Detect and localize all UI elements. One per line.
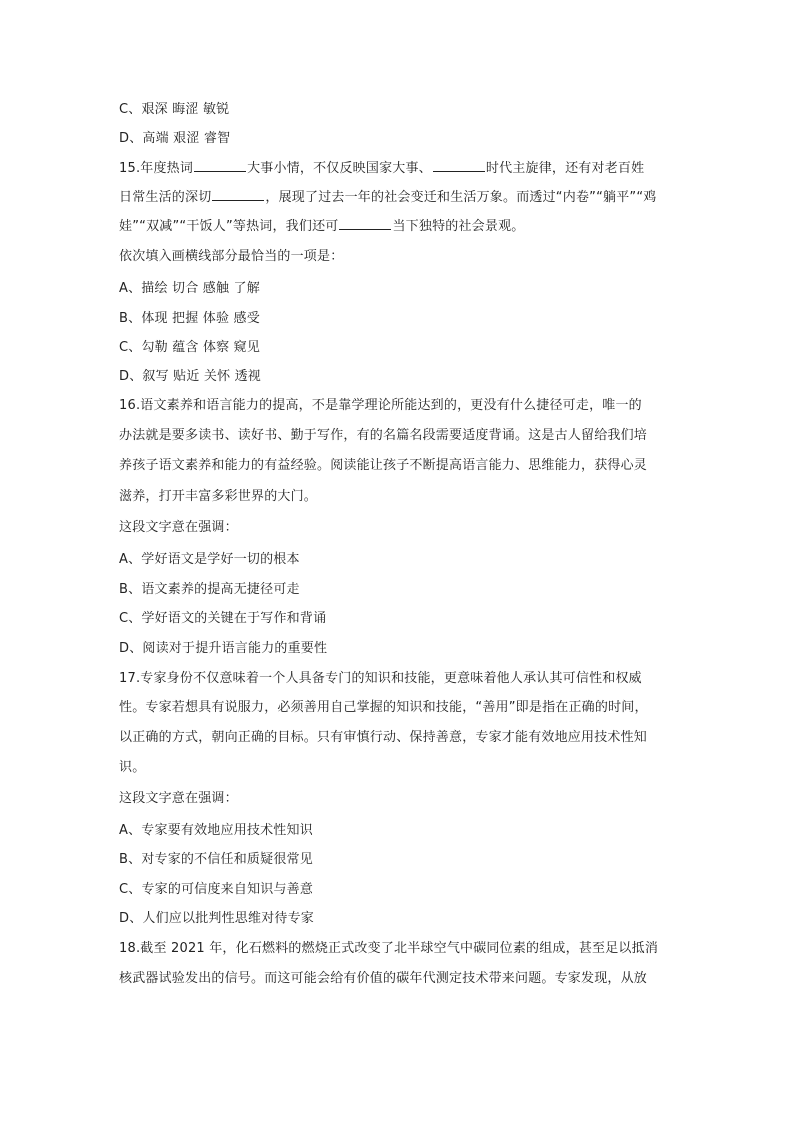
q16-option-a: A、学好语文是学好一切的根本 xyxy=(119,552,300,567)
q15-text: 日常生活的深切 xyxy=(119,190,212,205)
q15-text: 大事小情，不仅反映国家大事、 xyxy=(247,161,432,176)
q17-option-a: A、专家要有效地应用技术性知识 xyxy=(119,823,313,838)
q16-prompt: 这段文字意在强调： xyxy=(119,520,238,535)
q17-option-d: D、人们应以批判性思维对待专家 xyxy=(119,911,315,926)
q15-option-a: A、描绘 切合 感触 了解 xyxy=(119,281,260,296)
q16-option-b: B、语文素养的提高无捷径可走 xyxy=(119,582,300,597)
q16-stem-line-4: 滋养，打开丰富多彩世界的大门。 xyxy=(119,489,318,504)
fill-blank xyxy=(433,159,485,172)
q16-stem-line-3: 养孩子语文素养和能力的有益经验。阅读能让孩子不断提高语言能力、思维能力，获得心灵 xyxy=(119,458,648,473)
q18-stem-line-2: 核武器试验发出的信号。而这可能会给有价值的碳年代测定技术带来问题。专家发现，从放 xyxy=(119,971,648,986)
q16-stem-line-2: 办法就是要多读书、读好书、勤于写作，有的名篇名段需要适度背诵。这是古人留给我们培 xyxy=(119,428,648,443)
fill-blank xyxy=(194,159,246,172)
q15-text: 当下独特的社会景观。 xyxy=(392,219,525,234)
q15-option-b: B、体现 把握 体验 感受 xyxy=(119,311,260,326)
q15-stem-line-2 xyxy=(119,188,656,207)
q17-stem-line-2: 性。专家若想具有说服力，必须善用自己掌握的知识和技能，“善用”即是指在正确的时间， xyxy=(119,700,648,715)
q16-option-c: C、学好语文的关键在于写作和背诵 xyxy=(119,611,327,626)
q15-stem-line-1 xyxy=(119,159,644,178)
q17-option-b: B、对专家的不信任和质疑很常见 xyxy=(119,852,313,867)
q15-text: 时代主旋律，还有对老百姓 xyxy=(485,161,645,176)
fill-blank xyxy=(339,217,391,230)
q16-stem-line-1: 16.语文素养和语言能力的提高，不是靠学理论所能达到的，更没有什么捷径可走，唯一的 xyxy=(119,398,642,413)
q15-text: 15.年度热词 xyxy=(119,161,194,176)
q15-option-d: D、叙写 贴近 关怀 透视 xyxy=(119,369,262,384)
q18-stem-line-1: 18.截至 2021 年，化石燃料的燃烧正式改变了北半球空气中碳同位素的组成，甚至足以抵消 xyxy=(119,941,659,956)
q14-option-d: D、高端 艰涩 睿智 xyxy=(119,131,231,146)
q14-option-c: C、艰深 晦涩 敏锐 xyxy=(119,102,230,117)
q15-prompt: 依次填入画横线部分最恰当的一项是： xyxy=(119,249,344,264)
q15-stem-line-3 xyxy=(119,217,525,236)
q17-stem-line-3: 以正确的方式，朝向正确的目标。只有审慎行动、保持善意，专家才能有效地应用技术性知 xyxy=(119,730,648,745)
q17-option-c: C、专家的可信度来自知识与善意 xyxy=(119,882,314,897)
fill-blank xyxy=(212,188,264,201)
q17-stem-line-1: 17.专家身份不仅意味着一个人具备专门的知识和技能，更意味着他人承认其可信性和权威 xyxy=(119,671,642,686)
q15-option-c: C、勾勒 蕴含 体察 窥见 xyxy=(119,340,261,355)
q16-option-d: D、阅读对于提升语言能力的重要性 xyxy=(119,641,328,656)
q15-text: ，展现了过去一年的社会变迁和生活万象。而透过“内卷”“躺平”“鸡 xyxy=(265,190,657,205)
q17-prompt: 这段文字意在强调： xyxy=(119,791,238,806)
q15-text: 娃”“双减”“干饭人”等热词，我们还可 xyxy=(119,219,339,234)
q17-stem-line-4: 识。 xyxy=(119,760,146,775)
